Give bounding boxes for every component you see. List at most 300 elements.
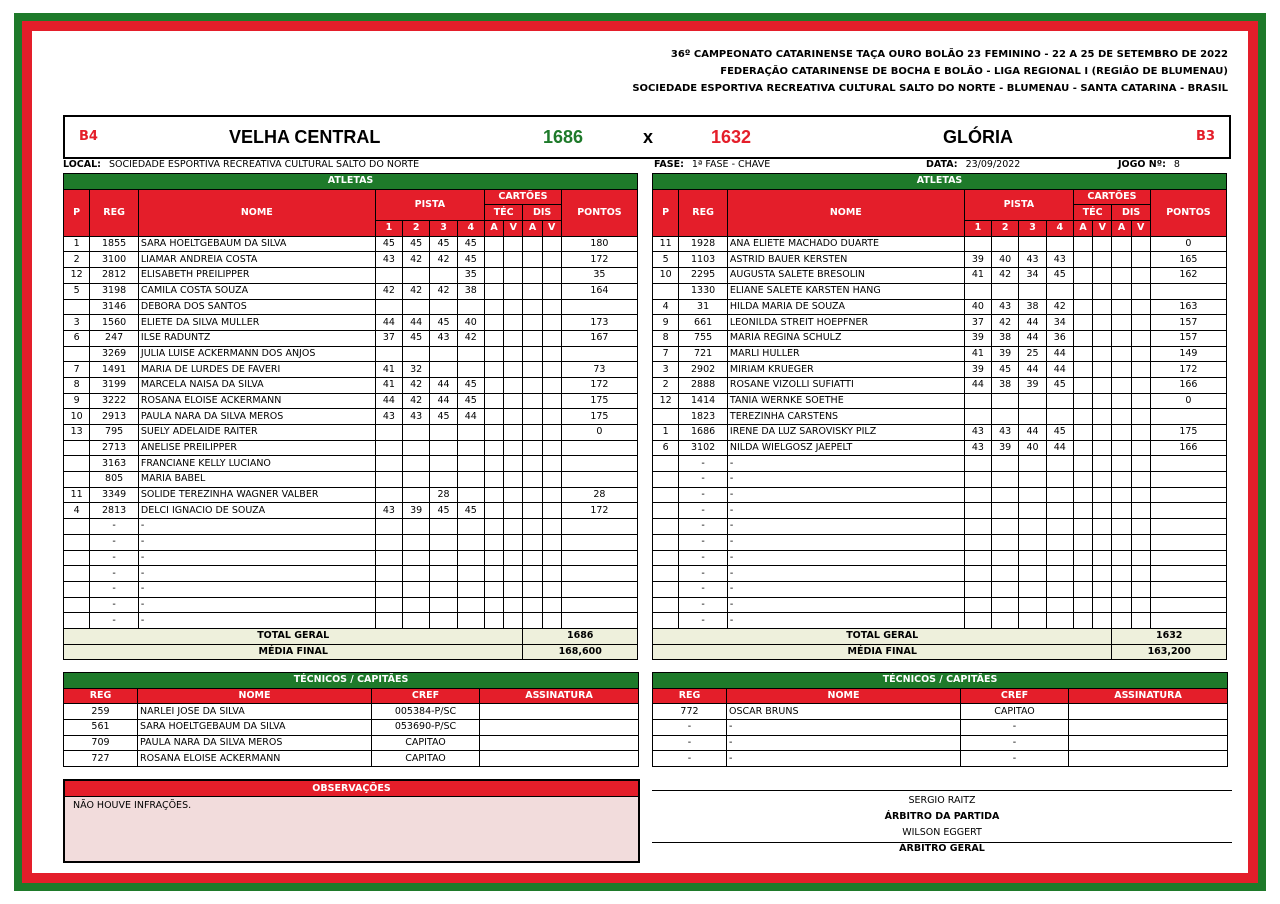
athlete-pista2	[992, 597, 1019, 613]
athlete-points	[561, 550, 637, 566]
athlete-pista4	[1046, 487, 1073, 503]
athlete-reg: 1330	[679, 283, 728, 299]
table-row	[64, 456, 638, 472]
card-cell	[504, 440, 523, 456]
athlete-pista1	[375, 519, 402, 535]
col-dis: DIS	[523, 205, 561, 221]
athlete-pos	[653, 581, 679, 597]
athlete-pos: 7	[653, 346, 679, 362]
athlete-pista2	[403, 299, 430, 315]
col-sub-v-5: V	[1093, 221, 1112, 237]
athlete-pista3	[1019, 613, 1046, 629]
athlete-pista2: 32	[403, 362, 430, 378]
athlete-pista4	[1046, 566, 1073, 582]
athlete-reg: -	[679, 550, 728, 566]
athlete-pos: 11	[64, 487, 90, 503]
athlete-pista4	[457, 346, 484, 362]
card-cell	[1112, 268, 1131, 284]
athlete-pista3	[430, 550, 457, 566]
athlete-pista2	[403, 550, 430, 566]
card-cell	[1112, 330, 1131, 346]
fase-value: 1ª FASE - CHAVE	[691, 159, 771, 170]
athlete-pista2	[403, 268, 430, 284]
card-cell	[1093, 487, 1112, 503]
athlete-pista4	[457, 456, 484, 472]
athlete-pos	[64, 581, 90, 597]
tech-cref: CAPITAO	[961, 704, 1069, 720]
athlete-reg: -	[679, 566, 728, 582]
card-cell	[504, 456, 523, 472]
athlete-pista2: 39	[992, 440, 1019, 456]
athlete-pista1: 42	[375, 283, 402, 299]
athlete-pista3: 44	[430, 393, 457, 409]
card-cell	[523, 519, 542, 535]
athlete-pista4: 43	[1046, 252, 1073, 268]
card-cell	[542, 393, 561, 409]
athlete-pista3	[430, 472, 457, 488]
athlete-pista4	[457, 566, 484, 582]
athlete-pista3	[1019, 597, 1046, 613]
card-cell	[504, 393, 523, 409]
athlete-points	[561, 581, 637, 597]
athlete-pista3: 39	[1019, 377, 1046, 393]
athlete-pista2	[992, 393, 1019, 409]
card-cell	[1112, 534, 1131, 550]
athlete-reg: 1855	[90, 236, 139, 252]
right-technicians-table	[652, 672, 1228, 767]
card-cell	[542, 346, 561, 362]
athlete-pos: 4	[64, 503, 90, 519]
athlete-points	[561, 566, 637, 582]
card-cell	[1073, 330, 1092, 346]
athlete-points	[1150, 597, 1226, 613]
athlete-pista1	[375, 425, 402, 441]
athlete-pista4: 44	[457, 409, 484, 425]
athlete-name: -	[727, 550, 964, 566]
athlete-points: 35	[561, 268, 637, 284]
local-value: SOCIEDADE ESPORTIVA RECREATIVA CULTURAL SALTO DO NORTE	[108, 159, 420, 170]
col-sub-v-7: V	[542, 221, 561, 237]
athlete-reg: 1560	[90, 315, 139, 331]
athlete-pos	[64, 534, 90, 550]
athlete-pista4	[457, 440, 484, 456]
athlete-pista2: 42	[403, 393, 430, 409]
athlete-pista1: 40	[964, 299, 991, 315]
athlete-pista2	[992, 409, 1019, 425]
athlete-pista3: 44	[1019, 362, 1046, 378]
card-cell	[542, 283, 561, 299]
athlete-name: MARIA BABEL	[138, 472, 375, 488]
athlete-name: -	[138, 519, 375, 535]
athlete-pista4	[1046, 472, 1073, 488]
table-row	[64, 472, 638, 488]
athlete-pista3: 38	[1019, 299, 1046, 315]
table-row	[653, 472, 1227, 488]
athlete-name: -	[138, 613, 375, 629]
table-row	[653, 751, 1228, 767]
table-row	[64, 268, 638, 284]
card-cell	[484, 581, 503, 597]
athlete-points	[1150, 409, 1226, 425]
athlete-reg: 2813	[90, 503, 139, 519]
card-cell	[1093, 252, 1112, 268]
athlete-pista4: 38	[457, 283, 484, 299]
athlete-points	[561, 613, 637, 629]
athlete-pista4	[1046, 519, 1073, 535]
card-cell	[542, 550, 561, 566]
athlete-reg: -	[679, 503, 728, 519]
outer-border	[14, 13, 1266, 891]
table-row	[653, 377, 1227, 393]
athlete-points: 172	[561, 503, 637, 519]
athlete-pista1: 37	[964, 315, 991, 331]
athlete-reg: 755	[679, 330, 728, 346]
card-cell	[504, 425, 523, 441]
card-cell	[1093, 330, 1112, 346]
card-cell	[523, 283, 542, 299]
card-cell	[542, 362, 561, 378]
card-cell	[484, 456, 503, 472]
athlete-pista3: 42	[430, 252, 457, 268]
card-cell	[1073, 487, 1092, 503]
athlete-pista3	[430, 597, 457, 613]
athlete-name: ELISABETH PREILIPPER	[138, 268, 375, 284]
tech-col-cref: CREF	[372, 688, 480, 704]
athlete-pista3	[1019, 550, 1046, 566]
table-row	[64, 751, 639, 767]
athlete-pista4	[1046, 393, 1073, 409]
card-cell	[542, 409, 561, 425]
card-cell	[504, 550, 523, 566]
col-sub-v-5: V	[504, 221, 523, 237]
athlete-pista2	[403, 534, 430, 550]
athlete-name: SOLIDE TEREZINHA WAGNER VALBER	[138, 487, 375, 503]
athlete-pos: 10	[64, 409, 90, 425]
card-cell	[1073, 377, 1092, 393]
athlete-pos	[653, 456, 679, 472]
card-cell	[1073, 550, 1092, 566]
athlete-points	[561, 472, 637, 488]
athlete-pista2: 42	[403, 377, 430, 393]
card-cell	[1093, 440, 1112, 456]
athlete-name: MARLI HULLER	[727, 346, 964, 362]
athlete-pista1: 43	[375, 409, 402, 425]
athlete-points	[1150, 519, 1226, 535]
col-sub-v-7: V	[1131, 221, 1150, 237]
athlete-pos: 3	[653, 362, 679, 378]
athlete-name: FRANCIANE KELLY LUCIANO	[138, 456, 375, 472]
athlete-pista2	[992, 550, 1019, 566]
tech-name: PAULA NARA DA SILVA MEROS	[138, 735, 372, 751]
card-cell	[1073, 268, 1092, 284]
col-sub-p2-1: 2	[992, 221, 1019, 237]
athlete-pista1: 44	[375, 315, 402, 331]
tech-reg: 561	[64, 720, 138, 736]
card-cell	[484, 362, 503, 378]
table-row	[653, 704, 1228, 720]
card-cell	[484, 299, 503, 315]
athlete-pos: 7	[64, 362, 90, 378]
athlete-pista1	[375, 440, 402, 456]
table-row	[653, 566, 1227, 582]
athlete-pos	[64, 346, 90, 362]
athlete-points: 164	[561, 283, 637, 299]
athlete-pos	[653, 597, 679, 613]
col-sub-a-6: A	[523, 221, 542, 237]
tech-cref: -	[961, 735, 1069, 751]
athlete-name: -	[727, 519, 964, 535]
card-cell	[1073, 299, 1092, 315]
athlete-pista2	[992, 236, 1019, 252]
athlete-reg: -	[679, 487, 728, 503]
fase-label: FASE:	[654, 159, 684, 170]
athlete-points: 157	[1150, 315, 1226, 331]
athlete-pista4	[1046, 613, 1073, 629]
card-cell	[1131, 503, 1150, 519]
athlete-name: NILDA WIELGOSZ JAEPELT	[727, 440, 964, 456]
table-row	[64, 566, 638, 582]
athlete-pista1	[964, 566, 991, 582]
card-cell	[504, 252, 523, 268]
athlete-pista3	[430, 581, 457, 597]
athlete-pista1	[375, 299, 402, 315]
athlete-pista1	[375, 613, 402, 629]
tech-col-nome: NOME	[727, 688, 961, 704]
table-row	[653, 581, 1227, 597]
jogo-value: 8	[1173, 159, 1180, 170]
table-row	[653, 283, 1227, 299]
athlete-pista4	[1046, 456, 1073, 472]
header-line-3: SOCIEDADE ESPORTIVA RECREATIVA CULTURAL SALTO DO NORTE - BLUMENAU - SANTA CATARINA - BRASIL	[632, 83, 1228, 94]
col-sub-a-6: A	[1112, 221, 1131, 237]
athlete-pista1: 41	[375, 362, 402, 378]
athlete-pista1	[964, 393, 991, 409]
athlete-pos: 5	[653, 252, 679, 268]
team1-code: B4	[79, 129, 98, 144]
col-tec: TÉC	[484, 205, 522, 221]
athlete-pista1	[964, 519, 991, 535]
athlete-name: MARIA REGINA SCHULZ	[727, 330, 964, 346]
athlete-name: HILDA MARIA DE SOUZA	[727, 299, 964, 315]
table-row	[64, 519, 638, 535]
referee-name: SERGIO RAITZ	[908, 795, 976, 806]
athlete-pista2: 42	[403, 283, 430, 299]
card-cell	[523, 472, 542, 488]
local-label: LOCAL:	[63, 159, 101, 170]
table-row	[653, 597, 1227, 613]
card-cell	[1112, 377, 1131, 393]
card-cell	[1093, 393, 1112, 409]
card-cell	[504, 581, 523, 597]
card-cell	[1073, 393, 1092, 409]
card-cell	[504, 503, 523, 519]
card-cell	[1131, 299, 1150, 315]
tech-name: NARLEI JOSE DA SILVA	[138, 704, 372, 720]
versus: x	[643, 127, 654, 147]
card-cell	[523, 534, 542, 550]
athlete-pista3	[430, 362, 457, 378]
athlete-pista2	[992, 487, 1019, 503]
card-cell	[1112, 315, 1131, 331]
col-sub-p3-2: 3	[1019, 221, 1046, 237]
card-cell	[1073, 472, 1092, 488]
athlete-pista1	[964, 472, 991, 488]
athlete-pista4	[1046, 236, 1073, 252]
athlete-points: 172	[561, 252, 637, 268]
athlete-pista3	[1019, 534, 1046, 550]
athlete-points: 173	[561, 315, 637, 331]
athlete-points: 175	[561, 393, 637, 409]
right-athletes-table	[652, 173, 1227, 660]
card-cell	[1131, 330, 1150, 346]
athlete-pos: 8	[64, 377, 90, 393]
athlete-pos: 4	[653, 299, 679, 315]
athlete-pista1: 41	[964, 346, 991, 362]
table-row	[64, 330, 638, 346]
card-cell	[523, 581, 542, 597]
athlete-pista2: 45	[403, 330, 430, 346]
athlete-points: 167	[561, 330, 637, 346]
col-sub-p2-1: 2	[403, 221, 430, 237]
card-cell	[1073, 440, 1092, 456]
athlete-pista2	[992, 566, 1019, 582]
signature-line-top	[652, 790, 1232, 791]
card-cell	[484, 283, 503, 299]
athlete-pos	[64, 597, 90, 613]
media-value: 163,200	[1112, 644, 1227, 660]
athlete-pista3	[1019, 519, 1046, 535]
card-cell	[1112, 613, 1131, 629]
athlete-pista2	[403, 519, 430, 535]
athlete-pista3	[430, 613, 457, 629]
col-sub-p1-0: 1	[375, 221, 402, 237]
tech-signature	[1069, 735, 1228, 751]
athlete-pista1	[375, 472, 402, 488]
athlete-reg: 3102	[679, 440, 728, 456]
athlete-reg: 3163	[90, 456, 139, 472]
card-cell	[1073, 613, 1092, 629]
col-p: P	[653, 189, 679, 236]
card-cell	[523, 566, 542, 582]
athlete-pista2	[403, 346, 430, 362]
card-cell	[484, 236, 503, 252]
athlete-points: 0	[1150, 236, 1226, 252]
card-cell	[484, 393, 503, 409]
athlete-points: 0	[561, 425, 637, 441]
athlete-pista4: 44	[1046, 362, 1073, 378]
athlete-reg: 1686	[679, 425, 728, 441]
athlete-pista4	[1046, 534, 1073, 550]
athlete-points	[561, 456, 637, 472]
table-row	[653, 252, 1227, 268]
card-cell	[504, 519, 523, 535]
athlete-points	[1150, 534, 1226, 550]
athlete-pos: 12	[64, 268, 90, 284]
athlete-pista4	[457, 597, 484, 613]
card-cell	[542, 597, 561, 613]
athlete-pista3: 43	[1019, 252, 1046, 268]
table-row	[653, 315, 1227, 331]
table-row	[653, 735, 1228, 751]
athlete-pista4	[1046, 581, 1073, 597]
athlete-pista3	[430, 440, 457, 456]
athlete-pista1	[964, 456, 991, 472]
team2-score: 1632	[711, 127, 752, 147]
athlete-points: 149	[1150, 346, 1226, 362]
card-cell	[1131, 252, 1150, 268]
athlete-pista4: 42	[1046, 299, 1073, 315]
card-cell	[1131, 550, 1150, 566]
athlete-pista4: 45	[1046, 268, 1073, 284]
card-cell	[523, 377, 542, 393]
card-cell	[523, 252, 542, 268]
athlete-pista1	[375, 597, 402, 613]
table-row	[64, 425, 638, 441]
card-cell	[1073, 315, 1092, 331]
athlete-points	[1150, 581, 1226, 597]
athlete-pista3	[1019, 283, 1046, 299]
athlete-name: -	[138, 566, 375, 582]
athlete-pos: 8	[653, 330, 679, 346]
athlete-name: SUELY ADELAIDE RAITER	[138, 425, 375, 441]
athlete-pista1: 43	[964, 425, 991, 441]
tech-name: ROSANA ELOISE ACKERMANN	[138, 751, 372, 767]
athlete-reg: -	[679, 456, 728, 472]
card-cell	[1131, 534, 1150, 550]
athlete-name: IRENE DA LUZ SAROVISKY PILZ	[727, 425, 964, 441]
athlete-pista3: 43	[430, 330, 457, 346]
athlete-pos	[653, 409, 679, 425]
card-cell	[504, 346, 523, 362]
card-cell	[1131, 393, 1150, 409]
athlete-reg: 3198	[90, 283, 139, 299]
tech-cref: CAPITAO	[372, 735, 480, 751]
athlete-pos	[653, 566, 679, 582]
athlete-pista1: 45	[375, 236, 402, 252]
total-value: 1632	[1112, 628, 1227, 644]
referee-role: ÁRBITRO DA PARTIDA	[884, 811, 1000, 822]
athlete-pista4	[1046, 409, 1073, 425]
athlete-pos: 2	[64, 252, 90, 268]
athlete-points	[561, 597, 637, 613]
tech-name: -	[727, 720, 961, 736]
card-cell	[504, 534, 523, 550]
table-row	[653, 456, 1227, 472]
athlete-pista1: 43	[964, 440, 991, 456]
athlete-pos: 1	[64, 236, 90, 252]
tech-reg: 709	[64, 735, 138, 751]
card-cell	[542, 440, 561, 456]
athlete-pista4: 40	[457, 315, 484, 331]
card-cell	[1131, 519, 1150, 535]
table-row	[653, 720, 1228, 736]
athlete-pista2: 39	[992, 346, 1019, 362]
card-cell	[523, 597, 542, 613]
athlete-points	[1150, 487, 1226, 503]
col-reg: REG	[679, 189, 728, 236]
card-cell	[1073, 252, 1092, 268]
athlete-reg: 795	[90, 425, 139, 441]
athlete-pista4: 45	[1046, 377, 1073, 393]
table-row	[64, 735, 639, 751]
card-cell	[1073, 409, 1092, 425]
card-cell	[1093, 346, 1112, 362]
card-cell	[542, 581, 561, 597]
card-cell	[542, 252, 561, 268]
table-row	[64, 550, 638, 566]
athlete-points	[1150, 503, 1226, 519]
col-cartoes: CARTÕES	[484, 189, 561, 205]
